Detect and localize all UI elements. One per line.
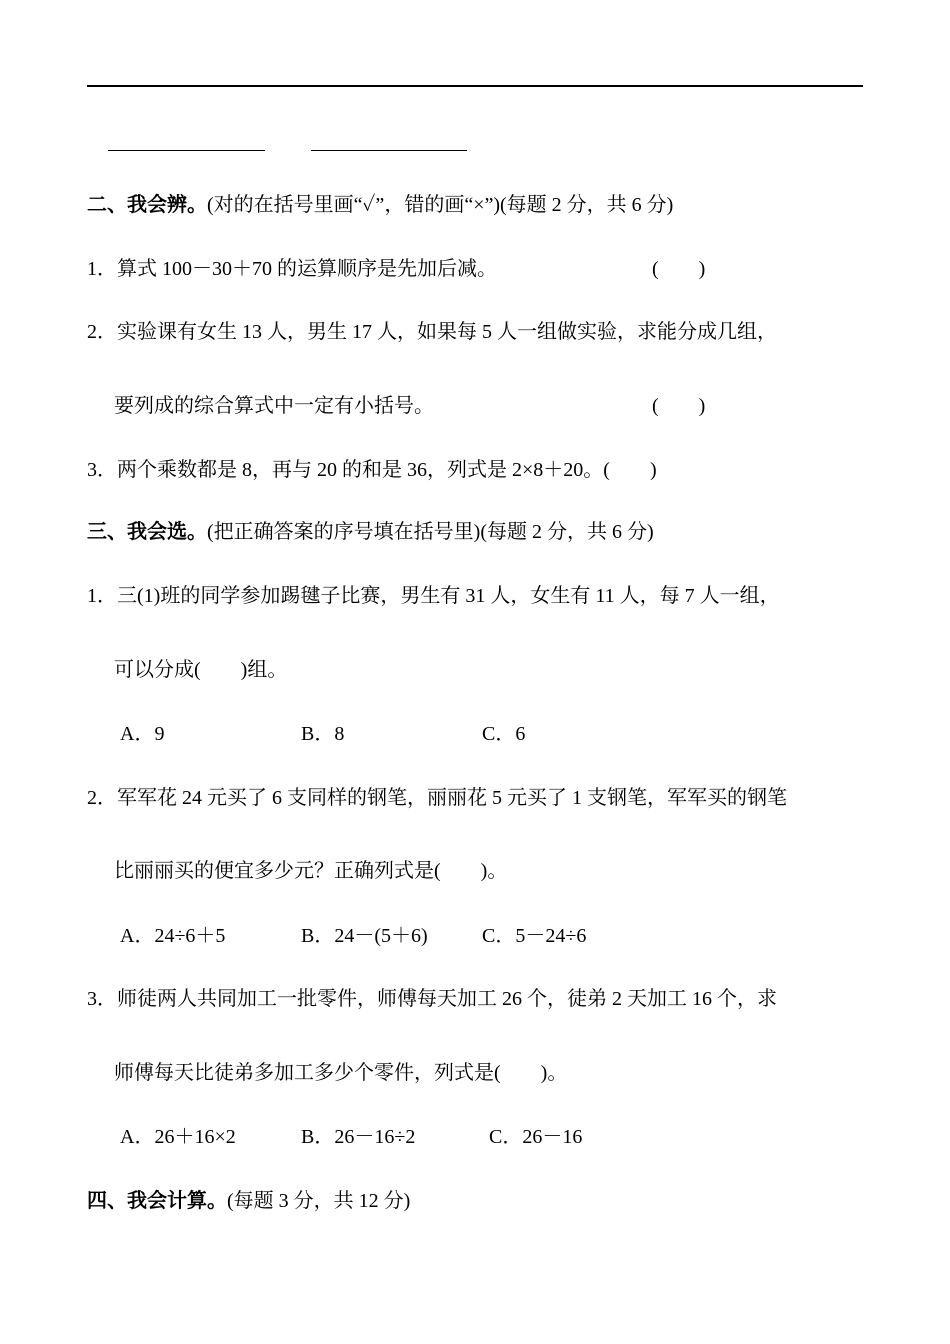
- section-4-header: [87, 1187, 410, 1215]
- section-2-note: (对的在括号里画“✓”，错的画“×”)(每题 2 分，共 6 分): [207, 194, 674, 216]
- s3-q3-text-line2: 师傅每天比徒弟多加工多少个零件，列式是( )。: [114, 1062, 568, 1084]
- s3-q3-option-b[interactable]: B．26－16÷2: [301, 1126, 416, 1148]
- s3-q3-option-a[interactable]: A．26＋16×2: [120, 1126, 236, 1148]
- s3-q2-text-line1: 2．军军花 24 元买了 6 支同样的钢笔，丽丽花 5 元买了 1 支钢笔，军军买的钢笔: [87, 787, 787, 809]
- s2-q2-answer-paren[interactable]: ( ): [652, 395, 706, 417]
- section-2-heading: 二、我会辨。: [87, 194, 207, 216]
- s3-q1-option-a[interactable]: A．9: [120, 723, 165, 745]
- s3-q1-option-c[interactable]: C．6: [482, 723, 526, 745]
- section-3-header: [87, 518, 654, 546]
- s2-q2-text-line1: 2．实验课有女生 13 人，男生 17 人，如果每 5 人一组做实验，求能分成几组，: [87, 321, 777, 343]
- section-4-note: (每题 3 分，共 12 分): [227, 1190, 411, 1212]
- s2-q3-text: 3．两个乘数都是 8，再与 20 的和是 36，列式是 2×8＋20。( ): [87, 459, 657, 481]
- s3-q2-option-a[interactable]: A．24÷6＋5: [120, 925, 226, 947]
- top-divider: [87, 85, 863, 87]
- answer-blank-2[interactable]: [311, 150, 467, 151]
- s2-q1-text: 1．算式 100－30＋70 的运算顺序是先加后减。: [87, 258, 497, 280]
- section-4-heading: 四、我会计算。: [87, 1190, 227, 1212]
- s3-q1-option-b[interactable]: B．8: [301, 723, 345, 745]
- s3-q1-text-line1: 1．三(1)班的同学参加踢毽子比赛，男生有 31 人，女生有 11 人，每 7 人一组，: [87, 585, 780, 607]
- s2-q2-text-line2: 要列成的综合算式中一定有小括号。: [114, 395, 434, 417]
- s3-q2-text-line2: 比丽丽买的便宜多少元？正确列式是( )。: [114, 860, 508, 882]
- section-3-heading: 三、我会选。: [87, 521, 207, 543]
- s3-q3-text-line1: 3．师徒两人共同加工一批零件，师傅每天加工 26 个，徒弟 2 天加工 16 个，求: [87, 988, 777, 1010]
- section-2-header: [87, 191, 673, 219]
- s3-q3-option-c[interactable]: C．26－16: [489, 1126, 583, 1148]
- s3-q1-text-line2: 可以分成( )组。: [114, 659, 288, 681]
- section-3-note: (把正确答案的序号填在括号里)(每题 2 分，共 6 分): [207, 521, 654, 543]
- s3-q2-option-b[interactable]: B．24－(5＋6): [301, 925, 428, 947]
- s2-q1-answer-paren[interactable]: ( ): [652, 258, 706, 280]
- s3-q2-option-c[interactable]: C．5－24÷6: [482, 925, 587, 947]
- answer-blank-1[interactable]: [108, 150, 265, 151]
